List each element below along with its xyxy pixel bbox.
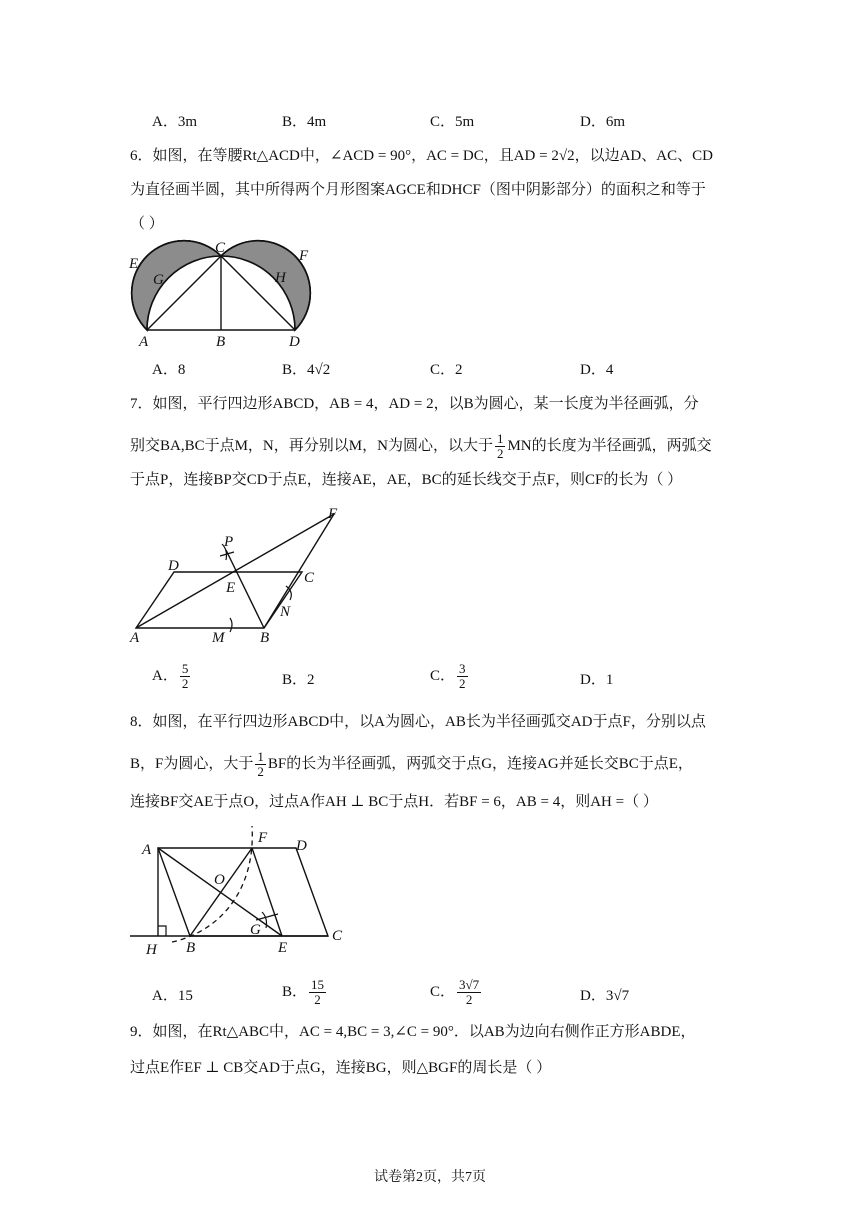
page-footer: 试卷第2页，共7页 (374, 1170, 486, 1185)
q8-figure (128, 822, 352, 958)
q7-label-b: B (260, 630, 270, 646)
q8-label-h: H (146, 942, 157, 958)
q8-text-line3: 连接BF交AE于点O，过点A作AH ⊥ BC于点H．若BF = 6，AB = 4，则AH =（ ） (130, 794, 658, 810)
q5-option-c: C．5m (430, 114, 475, 130)
q7-fraction-half: $\frac{1}{2}$ (496, 431, 504, 461)
q7-label-f: F (328, 506, 338, 522)
q8-label-b: B (186, 940, 196, 956)
q7-label-e: E (226, 580, 236, 596)
q7-figure (128, 504, 358, 646)
q7-label-d: D (168, 558, 179, 574)
q8-label-o: O (214, 872, 225, 888)
q9-text-line2: 过点E作EF ⊥ CB交AD于点G，连接BG，则△BGF的周长是（ ） (130, 1060, 552, 1076)
q8-label-e: E (278, 940, 288, 956)
q8-label-a: A (142, 842, 152, 858)
q8-fraction-half: $\frac{1}{2}$ (257, 749, 264, 779)
q8-option-a: A．15 (152, 988, 193, 1004)
q8-label-c: C (332, 928, 343, 944)
q8-label-d: D (296, 838, 307, 854)
q7-label-m: M (212, 630, 225, 646)
q6-label-a: A (139, 334, 149, 350)
q7-label-p: P (224, 534, 234, 550)
q6-label-d: D (289, 334, 300, 350)
q7-label-a: A (130, 630, 140, 646)
q5-option-d: D．6m (580, 114, 626, 130)
q6-label-e: E (129, 256, 139, 272)
q6-label-b: B (216, 334, 226, 350)
q6-text-line1: 6．如图，在等腰Rt△ACD中，∠ACD = 90°，AC = DC，且AD = 2√2，以边AD、AC、CD (130, 148, 713, 164)
q7-text-line3: 于点P，连接BP交CD于点E，连接AE，AE，BC的延长线交于点F，则CF的长为（ ） (130, 472, 683, 488)
q7-option-b: B．2 (282, 672, 315, 688)
q8-label-g: G (250, 922, 261, 938)
q6-label-h: H (275, 270, 286, 286)
q8-text-line2: B，F为圆心，大于 $\frac{1}{2}$ BF的长为半径画弧，两弧交于点G，连接AG并延长交BC于点E， (130, 749, 693, 779)
q6-figure (125, 238, 325, 350)
q6-label-f: F (299, 248, 309, 264)
q6-option-d: D．4 (580, 362, 614, 378)
q6-option-a: A．8 (152, 362, 186, 378)
q6-text-line3: （ ） (130, 216, 164, 232)
q7-label-c: C (304, 570, 315, 586)
q9-text-line1: 9．如图，在Rt△ABC中，AC = 4,BC = 3,∠C = 90°．以AB为边向右侧作正方形ABDE， (130, 1024, 696, 1040)
q7-text-line1: 7．如图，平行四边形ABCD，AB = 4，AD = 2，以B为圆心，某一长度为半径画弧，分 (130, 396, 699, 412)
q7-option-d: D．1 (580, 672, 614, 688)
q6-text-line2: 为直径画半圆，其中所得两个月形图案AGCE和DHCF（图中阴影部分）的面积之和等于 (130, 182, 706, 198)
q7-option-c: C． $\frac{3}{2}$ (430, 661, 466, 691)
q6-option-c: C．2 (430, 362, 463, 378)
q7-text-line2: 别交BA,BC于点M，N，再分别以M，N为圆心，以大于 $\frac{1}{2}$ MN的长度为半径画弧，两弧交 (130, 431, 712, 461)
q6-label-c: C (215, 240, 226, 256)
q8-text-line1: 8．如图，在平行四边形ABCD中，以A为圆心，AB长为半径画弧交AD于点F，分别以点 (130, 714, 706, 730)
q7-label-n: N (280, 604, 291, 620)
q5-option-a: A．3m (152, 114, 198, 130)
q8-option-b: B． $\frac{15}{2}$ (282, 977, 325, 1007)
q8-option-d: D．3√7 (580, 988, 630, 1004)
q6-option-b: B．4√2 (282, 362, 331, 378)
q8-option-c: C． $\frac{3√7}{2}$ (430, 977, 480, 1007)
q5-option-b: B．4m (282, 114, 327, 130)
q8-label-f: F (258, 830, 268, 846)
q7-option-a: A． $\frac{5}{2}$ (152, 661, 189, 691)
q6-label-g: G (153, 272, 164, 288)
